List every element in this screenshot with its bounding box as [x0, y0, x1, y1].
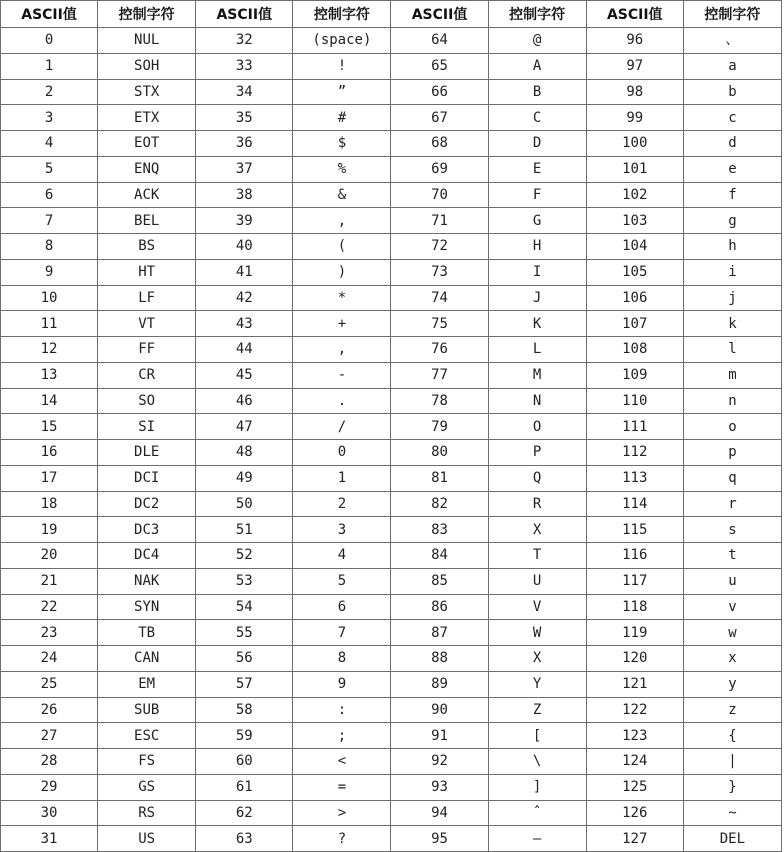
- ascii-value-cell: 106: [586, 285, 683, 311]
- ascii-value-cell: 30: [1, 800, 98, 826]
- table-row: [1, 311, 782, 337]
- table-row: [1, 259, 782, 285]
- control-char-cell: ETX: [98, 105, 196, 131]
- ascii-value-cell: 41: [196, 259, 293, 285]
- header-ascii-value: ASCII值: [196, 1, 293, 28]
- table-row: [1, 234, 782, 260]
- ascii-value-cell: 119: [586, 620, 683, 646]
- control-char-cell: F: [488, 182, 586, 208]
- ascii-value-cell: 115: [586, 517, 683, 543]
- table-row: [1, 182, 782, 208]
- ascii-value-cell: 120: [586, 646, 683, 672]
- control-char-cell: g: [683, 208, 781, 234]
- ascii-value-cell: 16: [1, 440, 98, 466]
- control-char-cell: $: [293, 131, 391, 157]
- table-row: [1, 749, 782, 775]
- ascii-value-cell: 7: [1, 208, 98, 234]
- control-char-cell: 0: [293, 440, 391, 466]
- control-char-cell: NAK: [98, 568, 196, 594]
- table-row: [1, 388, 782, 414]
- ascii-value-cell: 38: [196, 182, 293, 208]
- ascii-value-cell: 58: [196, 697, 293, 723]
- ascii-value-cell: 112: [586, 440, 683, 466]
- table-row: [1, 285, 782, 311]
- ascii-value-cell: 103: [586, 208, 683, 234]
- control-char-cell: TB: [98, 620, 196, 646]
- ascii-value-cell: 94: [391, 800, 488, 826]
- ascii-value-cell: 19: [1, 517, 98, 543]
- ascii-value-cell: 10: [1, 285, 98, 311]
- ascii-value-cell: 93: [391, 774, 488, 800]
- ascii-value-cell: 29: [1, 774, 98, 800]
- ascii-value-cell: 46: [196, 388, 293, 414]
- table-row: [1, 697, 782, 723]
- ascii-value-cell: 80: [391, 440, 488, 466]
- control-char-cell: P: [488, 440, 586, 466]
- control-char-cell: C: [488, 105, 586, 131]
- control-char-cell: CR: [98, 362, 196, 388]
- header-ascii-value: ASCII值: [586, 1, 683, 28]
- control-char-cell: >: [293, 800, 391, 826]
- control-char-cell: A: [488, 53, 586, 79]
- control-char-cell: DC3: [98, 517, 196, 543]
- ascii-value-cell: 61: [196, 774, 293, 800]
- control-char-cell: FS: [98, 749, 196, 775]
- ascii-value-cell: 18: [1, 491, 98, 517]
- ascii-value-cell: 111: [586, 414, 683, 440]
- control-char-cell: Y: [488, 671, 586, 697]
- control-char-cell: 7: [293, 620, 391, 646]
- control-char-cell: l: [683, 337, 781, 363]
- ascii-value-cell: 21: [1, 568, 98, 594]
- control-char-cell: a: [683, 53, 781, 79]
- control-char-cell: n: [683, 388, 781, 414]
- control-char-cell: 1: [293, 465, 391, 491]
- control-char-cell: w: [683, 620, 781, 646]
- ascii-value-cell: 2: [1, 79, 98, 105]
- header-control-char: 控制字符: [488, 1, 586, 28]
- ascii-value-cell: 126: [586, 800, 683, 826]
- control-char-cell: t: [683, 543, 781, 569]
- control-char-cell: 3: [293, 517, 391, 543]
- control-char-cell: LF: [98, 285, 196, 311]
- ascii-value-cell: 82: [391, 491, 488, 517]
- table-row: [1, 646, 782, 672]
- control-char-cell: RS: [98, 800, 196, 826]
- control-char-cell: |: [683, 749, 781, 775]
- control-char-cell: B: [488, 79, 586, 105]
- ascii-value-cell: 99: [586, 105, 683, 131]
- control-char-cell: 、: [683, 28, 781, 54]
- control-char-cell: 2: [293, 491, 391, 517]
- control-char-cell: U: [488, 568, 586, 594]
- ascii-value-cell: 26: [1, 697, 98, 723]
- ascii-value-cell: 95: [391, 826, 488, 852]
- control-char-cell: ~: [683, 800, 781, 826]
- ascii-value-cell: 127: [586, 826, 683, 852]
- control-char-cell: ?: [293, 826, 391, 852]
- ascii-value-cell: 59: [196, 723, 293, 749]
- table-row: [1, 465, 782, 491]
- control-char-cell: @: [488, 28, 586, 54]
- ascii-value-cell: 0: [1, 28, 98, 54]
- ascii-value-cell: 51: [196, 517, 293, 543]
- ascii-value-cell: 76: [391, 337, 488, 363]
- ascii-value-cell: 44: [196, 337, 293, 363]
- ascii-value-cell: 65: [391, 53, 488, 79]
- ascii-value-cell: 124: [586, 749, 683, 775]
- ascii-value-cell: 4: [1, 131, 98, 157]
- ascii-value-cell: 66: [391, 79, 488, 105]
- ascii-value-cell: 102: [586, 182, 683, 208]
- header-control-char: 控制字符: [293, 1, 391, 28]
- control-char-cell: !: [293, 53, 391, 79]
- control-char-cell: DCI: [98, 465, 196, 491]
- ascii-value-cell: 31: [1, 826, 98, 852]
- ascii-value-cell: 53: [196, 568, 293, 594]
- ascii-value-cell: 77: [391, 362, 488, 388]
- control-char-cell: =: [293, 774, 391, 800]
- ascii-value-cell: 32: [196, 28, 293, 54]
- table-row: [1, 774, 782, 800]
- control-char-cell: z: [683, 697, 781, 723]
- table-body: [1, 28, 782, 852]
- table-row: [1, 800, 782, 826]
- control-char-cell: x: [683, 646, 781, 672]
- ascii-value-cell: 113: [586, 465, 683, 491]
- table-row: [1, 723, 782, 749]
- control-char-cell: ]: [488, 774, 586, 800]
- control-char-cell: CAN: [98, 646, 196, 672]
- control-char-cell: d: [683, 131, 781, 157]
- control-char-cell: M: [488, 362, 586, 388]
- ascii-value-cell: 24: [1, 646, 98, 672]
- control-char-cell: <: [293, 749, 391, 775]
- control-char-cell: r: [683, 491, 781, 517]
- control-char-cell: ): [293, 259, 391, 285]
- header-ascii-value: ASCII值: [1, 1, 98, 28]
- ascii-value-cell: 14: [1, 388, 98, 414]
- table-row: [1, 208, 782, 234]
- table-row: [1, 594, 782, 620]
- ascii-value-cell: 83: [391, 517, 488, 543]
- ascii-value-cell: 9: [1, 259, 98, 285]
- ascii-value-cell: 52: [196, 543, 293, 569]
- table-header: [1, 1, 782, 28]
- ascii-value-cell: 85: [391, 568, 488, 594]
- ascii-value-cell: 108: [586, 337, 683, 363]
- control-char-cell: —: [488, 826, 586, 852]
- table-row: [1, 517, 782, 543]
- control-char-cell: 5: [293, 568, 391, 594]
- ascii-value-cell: 90: [391, 697, 488, 723]
- control-char-cell: e: [683, 156, 781, 182]
- ascii-value-cell: 20: [1, 543, 98, 569]
- control-char-cell: k: [683, 311, 781, 337]
- ascii-value-cell: 117: [586, 568, 683, 594]
- header-ascii-value: ASCII值: [391, 1, 488, 28]
- control-char-cell: 8: [293, 646, 391, 672]
- control-char-cell: ”: [293, 79, 391, 105]
- control-char-cell: H: [488, 234, 586, 260]
- control-char-cell: u: [683, 568, 781, 594]
- ascii-value-cell: 49: [196, 465, 293, 491]
- control-char-cell: (space): [293, 28, 391, 54]
- ascii-value-cell: 37: [196, 156, 293, 182]
- control-char-cell: N: [488, 388, 586, 414]
- ascii-value-cell: 116: [586, 543, 683, 569]
- control-char-cell: EM: [98, 671, 196, 697]
- ascii-value-cell: 42: [196, 285, 293, 311]
- control-char-cell: X: [488, 646, 586, 672]
- control-char-cell: f: [683, 182, 781, 208]
- control-char-cell: v: [683, 594, 781, 620]
- control-char-cell: #: [293, 105, 391, 131]
- control-char-cell: SI: [98, 414, 196, 440]
- ascii-value-cell: 27: [1, 723, 98, 749]
- table-row: [1, 105, 782, 131]
- ascii-value-cell: 98: [586, 79, 683, 105]
- control-char-cell: J: [488, 285, 586, 311]
- control-char-cell: BS: [98, 234, 196, 260]
- control-char-cell: j: [683, 285, 781, 311]
- control-char-cell: p: [683, 440, 781, 466]
- table-row: [1, 491, 782, 517]
- ascii-value-cell: 68: [391, 131, 488, 157]
- ascii-value-cell: 43: [196, 311, 293, 337]
- control-char-cell: E: [488, 156, 586, 182]
- ascii-value-cell: 121: [586, 671, 683, 697]
- control-char-cell: VT: [98, 311, 196, 337]
- control-char-cell: EOT: [98, 131, 196, 157]
- control-char-cell: -: [293, 362, 391, 388]
- control-char-cell: W: [488, 620, 586, 646]
- control-char-cell: Z: [488, 697, 586, 723]
- ascii-value-cell: 63: [196, 826, 293, 852]
- table-row: [1, 671, 782, 697]
- control-char-cell: K: [488, 311, 586, 337]
- control-char-cell: US: [98, 826, 196, 852]
- ascii-value-cell: 48: [196, 440, 293, 466]
- control-char-cell: 6: [293, 594, 391, 620]
- ascii-value-cell: 55: [196, 620, 293, 646]
- control-char-cell: i: [683, 259, 781, 285]
- table-row: [1, 568, 782, 594]
- ascii-value-cell: 96: [586, 28, 683, 54]
- control-char-cell: h: [683, 234, 781, 260]
- ascii-value-cell: 15: [1, 414, 98, 440]
- control-char-cell: s: [683, 517, 781, 543]
- ascii-value-cell: 60: [196, 749, 293, 775]
- control-char-cell: ENQ: [98, 156, 196, 182]
- ascii-value-cell: 23: [1, 620, 98, 646]
- control-char-cell: G: [488, 208, 586, 234]
- ascii-value-cell: 67: [391, 105, 488, 131]
- ascii-value-cell: 72: [391, 234, 488, 260]
- header-row: [1, 1, 782, 28]
- ascii-value-cell: 114: [586, 491, 683, 517]
- ascii-value-cell: 75: [391, 311, 488, 337]
- ascii-value-cell: 28: [1, 749, 98, 775]
- ascii-value-cell: 100: [586, 131, 683, 157]
- ascii-value-cell: 125: [586, 774, 683, 800]
- control-char-cell: .: [293, 388, 391, 414]
- table-row: [1, 414, 782, 440]
- ascii-value-cell: 47: [196, 414, 293, 440]
- ascii-value-cell: 107: [586, 311, 683, 337]
- table-row: [1, 156, 782, 182]
- control-char-cell: b: [683, 79, 781, 105]
- ascii-value-cell: 70: [391, 182, 488, 208]
- control-char-cell: c: [683, 105, 781, 131]
- ascii-value-cell: 91: [391, 723, 488, 749]
- ascii-value-cell: 87: [391, 620, 488, 646]
- control-char-cell: O: [488, 414, 586, 440]
- control-char-cell: DC4: [98, 543, 196, 569]
- control-char-cell: ,: [293, 208, 391, 234]
- control-char-cell: 4: [293, 543, 391, 569]
- control-char-cell: D: [488, 131, 586, 157]
- ascii-value-cell: 40: [196, 234, 293, 260]
- ascii-value-cell: 89: [391, 671, 488, 697]
- ascii-value-cell: 92: [391, 749, 488, 775]
- control-char-cell: {: [683, 723, 781, 749]
- ascii-value-cell: 25: [1, 671, 98, 697]
- control-char-cell: GS: [98, 774, 196, 800]
- ascii-value-cell: 56: [196, 646, 293, 672]
- control-char-cell: DLE: [98, 440, 196, 466]
- ascii-value-cell: 3: [1, 105, 98, 131]
- ascii-value-cell: 97: [586, 53, 683, 79]
- ascii-value-cell: 54: [196, 594, 293, 620]
- ascii-value-cell: 74: [391, 285, 488, 311]
- table-row: [1, 543, 782, 569]
- control-char-cell: ˆ: [488, 800, 586, 826]
- control-char-cell: BEL: [98, 208, 196, 234]
- control-char-cell: ,: [293, 337, 391, 363]
- control-char-cell: +: [293, 311, 391, 337]
- control-char-cell: FF: [98, 337, 196, 363]
- table-row: [1, 337, 782, 363]
- control-char-cell: SO: [98, 388, 196, 414]
- table-row: [1, 362, 782, 388]
- ascii-value-cell: 86: [391, 594, 488, 620]
- control-char-cell: ;: [293, 723, 391, 749]
- ascii-value-cell: 36: [196, 131, 293, 157]
- table-row: [1, 28, 782, 54]
- control-char-cell: SOH: [98, 53, 196, 79]
- ascii-value-cell: 73: [391, 259, 488, 285]
- ascii-value-cell: 13: [1, 362, 98, 388]
- ascii-value-cell: 88: [391, 646, 488, 672]
- control-char-cell: SYN: [98, 594, 196, 620]
- ascii-value-cell: 122: [586, 697, 683, 723]
- ascii-value-cell: 62: [196, 800, 293, 826]
- table-row: [1, 440, 782, 466]
- control-char-cell: L: [488, 337, 586, 363]
- control-char-cell: Q: [488, 465, 586, 491]
- table-row: [1, 79, 782, 105]
- header-control-char: 控制字符: [98, 1, 196, 28]
- ascii-value-cell: 123: [586, 723, 683, 749]
- ascii-value-cell: 84: [391, 543, 488, 569]
- ascii-value-cell: 57: [196, 671, 293, 697]
- ascii-value-cell: 17: [1, 465, 98, 491]
- ascii-value-cell: 34: [196, 79, 293, 105]
- ascii-value-cell: 35: [196, 105, 293, 131]
- ascii-value-cell: 5: [1, 156, 98, 182]
- control-char-cell: /: [293, 414, 391, 440]
- table-row: [1, 620, 782, 646]
- control-char-cell: T: [488, 543, 586, 569]
- ascii-value-cell: 79: [391, 414, 488, 440]
- ascii-value-cell: 118: [586, 594, 683, 620]
- control-char-cell: V: [488, 594, 586, 620]
- control-char-cell: &: [293, 182, 391, 208]
- ascii-value-cell: 78: [391, 388, 488, 414]
- ascii-value-cell: 104: [586, 234, 683, 260]
- ascii-value-cell: 12: [1, 337, 98, 363]
- ascii-value-cell: 6: [1, 182, 98, 208]
- control-char-cell: HT: [98, 259, 196, 285]
- control-char-cell: 9: [293, 671, 391, 697]
- ascii-value-cell: 45: [196, 362, 293, 388]
- control-char-cell: m: [683, 362, 781, 388]
- control-char-cell: \: [488, 749, 586, 775]
- ascii-value-cell: 81: [391, 465, 488, 491]
- control-char-cell: o: [683, 414, 781, 440]
- control-char-cell: R: [488, 491, 586, 517]
- ascii-value-cell: 101: [586, 156, 683, 182]
- control-char-cell: :: [293, 697, 391, 723]
- control-char-cell: STX: [98, 79, 196, 105]
- control-char-cell: X: [488, 517, 586, 543]
- ascii-value-cell: 69: [391, 156, 488, 182]
- ascii-value-cell: 109: [586, 362, 683, 388]
- ascii-value-cell: 8: [1, 234, 98, 260]
- control-char-cell: DEL: [683, 826, 781, 852]
- control-char-cell: %: [293, 156, 391, 182]
- table-row: [1, 131, 782, 157]
- header-control-char: 控制字符: [683, 1, 781, 28]
- table-row: [1, 53, 782, 79]
- ascii-value-cell: 105: [586, 259, 683, 285]
- control-char-cell: q: [683, 465, 781, 491]
- ascii-value-cell: 39: [196, 208, 293, 234]
- ascii-value-cell: 64: [391, 28, 488, 54]
- control-char-cell: NUL: [98, 28, 196, 54]
- control-char-cell: ACK: [98, 182, 196, 208]
- ascii-value-cell: 33: [196, 53, 293, 79]
- ascii-value-cell: 22: [1, 594, 98, 620]
- ascii-value-cell: 11: [1, 311, 98, 337]
- control-char-cell: }: [683, 774, 781, 800]
- ascii-value-cell: 1: [1, 53, 98, 79]
- control-char-cell: ESC: [98, 723, 196, 749]
- control-char-cell: *: [293, 285, 391, 311]
- control-char-cell: I: [488, 259, 586, 285]
- control-char-cell: [: [488, 723, 586, 749]
- control-char-cell: DC2: [98, 491, 196, 517]
- table-row: [1, 826, 782, 852]
- ascii-value-cell: 50: [196, 491, 293, 517]
- control-char-cell: y: [683, 671, 781, 697]
- ascii-value-cell: 71: [391, 208, 488, 234]
- ascii-value-cell: 110: [586, 388, 683, 414]
- control-char-cell: (: [293, 234, 391, 260]
- control-char-cell: SUB: [98, 697, 196, 723]
